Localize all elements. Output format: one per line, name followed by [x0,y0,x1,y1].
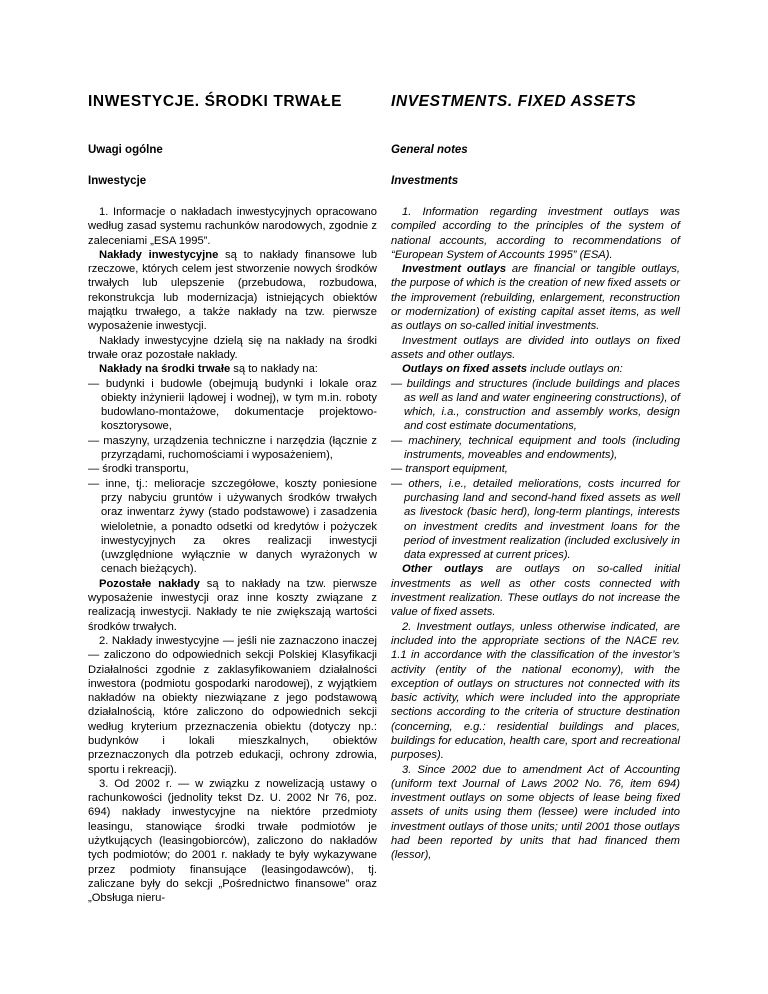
paragraph: 1. Informacje o nakładach inwestycyjnych opracowano według zasad systemu rachunków narodowych, zgodnie z zaleceniami „ESA 1995”. [88,206,377,247]
term: Pozostałe nakłady [99,577,200,590]
list-item: — machinery, technical equipment and tools (including instruments, moveables and endowments), [391,434,680,462]
paragraph: 2. Nakłady inwestycyjne — jeśli nie zaznaczono inaczej — zaliczono do odpowiednich sekcji Polskiej Klasyfikacji Działalności zgodnie z zaklasyfikowaniem działalności inwestora (podmiotu gospodarki narodowej), z wyjątkiem nakładów na obiekty niezwiązane z jego podstawową działalnością, które zaliczono do odpowiednich sekcji według kryterium przeznaczenia obiektu (dotyczy np.: budynków i lokali mieszkalnych, obiektów przeznaczonych dla potrzeb edukacji, ochrony zdrowia, sportu i rekreacji). [88,634,377,776]
list-item: — buildings and structures (include buildings and places as well as land and water engineering constructions), of which, i.a., construction and assembly works, design and cost estimate documentations, [391,377,680,433]
paragraph: Other outlays are outlays on so-called initial investments as well as other costs connected with investment realization. These outlays do not increase the value of fixed assets. [391,563,680,619]
list-item: — inne, tj.: melioracje szczegółowe, koszty poniesione przy nabyciu gruntów i używanych środków trwałych oraz inwentarz żywy (stado podstawowe) i zasadzenia wieloletnie, a ponadto odsetki od kredytów i pożyczek inwestycyjnych za okres realizacji inwestycji (uwzględnione wyłącznie w danych wyrażonych w cenach bieżących). [88,477,377,576]
paragraph: Outlays on fixed assets include outlays on: [402,363,623,376]
body-text [88,205,377,906]
paragraph: 3. Od 2002 r. — w związku z nowelizacją ustawy o rachunkowości (jednolity tekst Dz. U. 2002 Nr 76, poz. 694) nakłady inwestycyjne na niektóre przedmioty leasingu, stanowiące środki trwałe podmiotów je użytkujących (leasingobiorców), zaliczono do nakładów tych podmiotów; do 2001 r. nakłady te były wykazywane przez podmioty finansujące (leasingodawców), tj. zaliczane były do sekcji „Pośrednictwo finansowe” oraz „Obsługa nieru- [88,777,377,905]
paragraph: 3. Since 2002 due to amendment Act of Accounting (uniform text Journal of Laws 2002 No. 76, item 694) investment outlays on some objects of lease being fixed assets of units using them (lessee) were included into investment outlays of those units; until 2001 those outlays had been reported by units that had financed them (lessor), [391,763,680,862]
paragraph: Pozostałe nakłady są to nakłady na tzw. pierwsze wyposażenie inwestycji oraz inne koszty związane z realizacją inwestycji. Nakłady te nie zwiększają wartości środków trwałych. [88,577,377,633]
page-title: INWESTYCJE. ŚRODKI TRWAŁE [88,93,343,110]
paragraph: Nakłady inwestycyjne są to nakłady finansowe lub rzeczowe, których celem jest stworzenie nowych środków trwałych lub ulepszenie (przebudowa, rozbudowa, rekonstrukcja lub modernizacja) istniejących obiektów majątku trwałego, a także nakłady na tzw. pierwsze wyposażenie inwestycji. [88,248,377,333]
notes-heading: General notes [391,144,468,156]
section-heading: Investments [391,175,459,187]
page-title: INVESTMENTS. FIXED ASSETS [391,93,637,110]
body-text [391,205,680,863]
polish-column [88,92,377,906]
list-item: — transport equipment, [391,463,508,476]
section-heading: Inwestycje [88,175,147,187]
term: Outlays on fixed assets [402,363,527,376]
paragraph: 2. Investment outlays, unless otherwise indicated, are included into the appropriate sections of the NACE rev. 1.1 in accordance with the classification of the investor’s activity (entity of the national economy), with the exception of outlays on structures not connected with its basic activity, which were included into the appropriate sections according to the criteria of structure destination (concerning, e.g.: residential buildings and places, buildings for education, health care, sport and recreational purposes). [391,620,680,762]
term: Nakłady inwestycyjne [99,248,219,261]
list-item: — others, i.e., detailed meliorations, costs incurred for purchasing land and second-hand fixed assets as well as livestock (basic herd), long-term plantings, interests on investment credits and investment loans for the period of investment realization (included exclusively in data expressed at current prices). [391,477,680,562]
paragraph: Investment outlays are divided into outlays on fixed assets and other outlays. [391,334,680,361]
notes-heading: Uwagi ogólne [88,144,163,156]
term: Nakłady na środki trwałe [99,363,231,376]
english-column [391,92,680,863]
paragraph: Nakłady na środki trwałe są to nakłady na: [99,363,318,376]
paragraph: 1. Information regarding investment outlays was compiled according to the principles of the system of national accounts, according to recommendations of “European System of Accounts 1995” (ESA). [391,206,680,261]
list-item: — środki transportu, [88,463,189,476]
term: Other outlays [402,563,484,576]
paragraph: Nakłady inwestycyjne dzielą się na nakłady na środki trwałe oraz pozostałe nakłady. [88,334,377,361]
list-item: — maszyny, urządzenia techniczne i narzędzia (łącznie z przyrządami, ruchomościami i wyposażeniem), [88,434,377,462]
list-item: — budynki i budowle (obejmują budynki i lokale oraz obiekty inżynierii lądowej i wodnej), w tym m.in. roboty budowlano-montażowe, dokumentacje projektowo-kosztorysowe, [88,377,377,433]
paragraph: Investment outlays are financial or tangible outlays, the purpose of which is the creation of new fixed assets or the improvement (rebuilding, enlargement, reconstruction or modernization) of existing capital asset items, as well as outlays on so-called initial investments. [391,263,680,333]
term: Investment outlays [402,263,507,276]
